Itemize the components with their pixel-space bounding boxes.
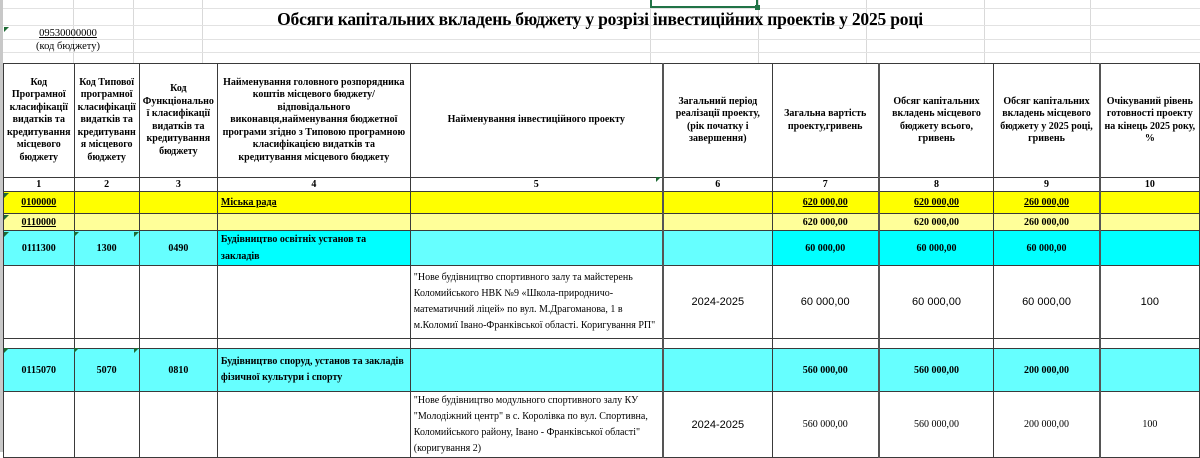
program-name-cell[interactable]: Міська рада bbox=[217, 192, 410, 214]
total-cost-cell[interactable]: 560 000,00 bbox=[772, 392, 878, 458]
functional-code-cell[interactable] bbox=[139, 192, 217, 214]
empty-cell[interactable] bbox=[410, 339, 662, 349]
total-cost-cell[interactable]: 560 000,00 bbox=[772, 349, 878, 392]
typical-code-cell[interactable] bbox=[74, 214, 139, 231]
cell-comment-marker bbox=[4, 348, 9, 353]
total-cost-cell[interactable]: 620 000,00 bbox=[772, 214, 878, 231]
header-period: Загальний період реалізації проекту, (рік початку і завершення) bbox=[663, 64, 773, 178]
table-row-program bbox=[4, 231, 1200, 266]
readiness-cell[interactable] bbox=[1100, 349, 1200, 392]
period-cell[interactable] bbox=[663, 349, 773, 392]
col-number: 1 bbox=[4, 178, 75, 192]
cell-comment-marker bbox=[4, 193, 9, 198]
header-total-cost: Загальна вартість проекту,гривень bbox=[772, 64, 878, 178]
cell-comment-marker bbox=[656, 177, 661, 182]
capital-total-cell[interactable]: 620 000,00 bbox=[879, 214, 994, 231]
budget-code-label: (код бюджету) bbox=[36, 41, 100, 52]
program-name-cell[interactable] bbox=[217, 214, 410, 231]
program-name-cell[interactable]: Будівництво освітніх установ та закладів bbox=[217, 231, 410, 266]
functional-code-cell[interactable] bbox=[139, 392, 217, 458]
empty-cell[interactable] bbox=[139, 339, 217, 349]
capital-2025-cell[interactable]: 60 000,00 bbox=[994, 266, 1100, 339]
col-number: 5 bbox=[410, 178, 662, 192]
investment-table bbox=[3, 63, 1200, 458]
readiness-cell[interactable]: 100 bbox=[1100, 266, 1200, 339]
functional-code-cell[interactable] bbox=[139, 214, 217, 231]
typical-code-cell[interactable]: 5070 bbox=[74, 349, 139, 392]
table-row-responsible bbox=[4, 214, 1200, 231]
program-code-cell[interactable]: 0100000 bbox=[4, 192, 75, 214]
cell-comment-marker bbox=[4, 232, 9, 237]
cell-comment-marker bbox=[4, 215, 9, 220]
program-code-cell[interactable] bbox=[4, 266, 75, 339]
capital-2025-cell[interactable]: 200 000,00 bbox=[994, 349, 1100, 392]
cell-comment-marker bbox=[4, 27, 9, 32]
empty-cell[interactable] bbox=[772, 339, 878, 349]
program-code-cell[interactable]: 0115070 bbox=[4, 349, 75, 392]
header-functional-code: Код Функціонально ї класифікації видатків та кредитування бюджету bbox=[139, 64, 217, 178]
col-number: 4 bbox=[217, 178, 410, 192]
capital-total-cell[interactable]: 60 000,00 bbox=[879, 231, 994, 266]
cell-comment-marker bbox=[74, 348, 79, 353]
header-row bbox=[4, 64, 1200, 178]
table-row-program bbox=[4, 349, 1200, 392]
program-name-cell[interactable] bbox=[217, 266, 410, 339]
capital-total-cell[interactable]: 560 000,00 bbox=[879, 392, 994, 458]
typical-code-cell[interactable] bbox=[74, 392, 139, 458]
functional-code-cell[interactable]: 0490 bbox=[139, 231, 217, 266]
header-typical-code: Код Типової програмної класифікації видатків та кредитуванн я місцевого бюджету bbox=[74, 64, 139, 178]
header-capital-2025: Обсяг капітальних вкладень місцевого бюджету у 2025 році, гривень bbox=[994, 64, 1100, 178]
cell-comment-marker bbox=[74, 232, 79, 237]
typical-code-cell[interactable]: 1300 bbox=[74, 231, 139, 266]
empty-cell[interactable] bbox=[994, 339, 1100, 349]
header-project-name: Найменування інвестиційного проекту bbox=[410, 64, 662, 178]
cell-comment-marker bbox=[134, 232, 139, 237]
project-name-cell[interactable] bbox=[410, 349, 662, 392]
project-name-cell[interactable] bbox=[410, 231, 662, 266]
program-code-cell[interactable]: 0111300 bbox=[4, 231, 75, 266]
empty-cell[interactable] bbox=[4, 339, 75, 349]
header-program-code: Код Програмної класифікації видатків та кредитування місцевого бюджету bbox=[4, 64, 75, 178]
project-name-cell[interactable]: "Нове будівництво спортивного залу та майстерень Коломийського НВК №9 «Школа-природничо-математичний ліцей» по вул. М.Драгоманова, 1 в м.Коломиї Івано-Франківської області. Коригування РП" bbox=[410, 266, 662, 339]
column-number-row bbox=[4, 178, 1200, 192]
readiness-cell[interactable] bbox=[1100, 192, 1200, 214]
cell-comment-marker bbox=[134, 348, 139, 353]
empty-cell[interactable] bbox=[879, 339, 994, 349]
table-row-blank bbox=[4, 339, 1200, 349]
readiness-cell[interactable]: 100 bbox=[1100, 392, 1200, 458]
total-cost-cell[interactable]: 60 000,00 bbox=[772, 266, 878, 339]
capital-2025-cell[interactable]: 60 000,00 bbox=[994, 231, 1100, 266]
selected-cell[interactable] bbox=[650, 0, 758, 8]
sheet-title: Обсяги капітальних вкладень бюджету у розрізі інвестиційних проектів у 2025 році bbox=[277, 9, 923, 29]
table-row-project bbox=[4, 266, 1200, 339]
col-number: 2 bbox=[74, 178, 139, 192]
budget-code[interactable]: 09530000000 bbox=[39, 28, 97, 39]
col-number: 10 bbox=[1100, 178, 1200, 192]
program-code-cell[interactable]: 0110000 bbox=[4, 214, 75, 231]
capital-2025-cell[interactable]: 260 000,00 bbox=[994, 214, 1100, 231]
project-name-cell[interactable] bbox=[410, 214, 662, 231]
col-number: 8 bbox=[879, 178, 994, 192]
col-number: 9 bbox=[994, 178, 1100, 192]
total-cost-cell[interactable]: 620 000,00 bbox=[772, 192, 878, 214]
period-cell[interactable] bbox=[663, 192, 773, 214]
typical-code-cell[interactable] bbox=[74, 192, 139, 214]
table-row-council bbox=[4, 192, 1200, 214]
functional-code-cell[interactable]: 0810 bbox=[139, 349, 217, 392]
header-program-name: Найменування головного розпорядника коштів місцевого бюджету/відповідального виконавця,найменування бюджетної програми згідно з Типовою програмною класифікацією видатків та кредитування місцевого бюджету bbox=[217, 64, 410, 178]
functional-code-cell[interactable] bbox=[139, 266, 217, 339]
table-row-project bbox=[4, 392, 1200, 458]
header-readiness: Очікуваний рівень готовності проекту на кінець 2025 року, % bbox=[1100, 64, 1200, 178]
readiness-cell[interactable] bbox=[1100, 231, 1200, 266]
capital-total-cell[interactable]: 560 000,00 bbox=[879, 349, 994, 392]
header-capital-total: Обсяг капітальних вкладень місцевого бюджету всього, гривень bbox=[879, 64, 994, 178]
program-name-cell[interactable]: Будівництво споруд, установ та закладів фізичної культури і спорту bbox=[217, 349, 410, 392]
capital-total-cell[interactable]: 60 000,00 bbox=[879, 266, 994, 339]
empty-cell[interactable] bbox=[663, 339, 773, 349]
readiness-cell[interactable] bbox=[1100, 214, 1200, 231]
period-cell[interactable]: 2024-2025 bbox=[663, 392, 773, 458]
program-code-cell[interactable] bbox=[4, 392, 75, 458]
capital-total-cell[interactable]: 620 000,00 bbox=[879, 192, 994, 214]
empty-cell[interactable] bbox=[217, 339, 410, 349]
period-cell[interactable] bbox=[663, 214, 773, 231]
capital-2025-cell[interactable]: 200 000,00 bbox=[994, 392, 1100, 458]
col-number: 6 bbox=[663, 178, 773, 192]
col-number: 3 bbox=[139, 178, 217, 192]
period-cell[interactable]: 2024-2025 bbox=[663, 266, 773, 339]
empty-cell[interactable] bbox=[1100, 339, 1200, 349]
typical-code-cell[interactable] bbox=[74, 266, 139, 339]
capital-2025-cell[interactable]: 260 000,00 bbox=[994, 192, 1100, 214]
total-cost-cell[interactable]: 60 000,00 bbox=[772, 231, 878, 266]
period-cell[interactable] bbox=[663, 231, 773, 266]
project-name-cell[interactable]: "Нове будівництво модульного спортивного залу КУ "Молодіжний центр" в с. Королівка по вул. Спортивна, Коломийського району, Івано - Франківської області" (коригування 2) bbox=[410, 392, 662, 458]
program-name-cell[interactable] bbox=[217, 392, 410, 458]
col-number: 7 bbox=[772, 178, 878, 192]
empty-cell[interactable] bbox=[74, 339, 139, 349]
project-name-cell[interactable] bbox=[410, 192, 662, 214]
